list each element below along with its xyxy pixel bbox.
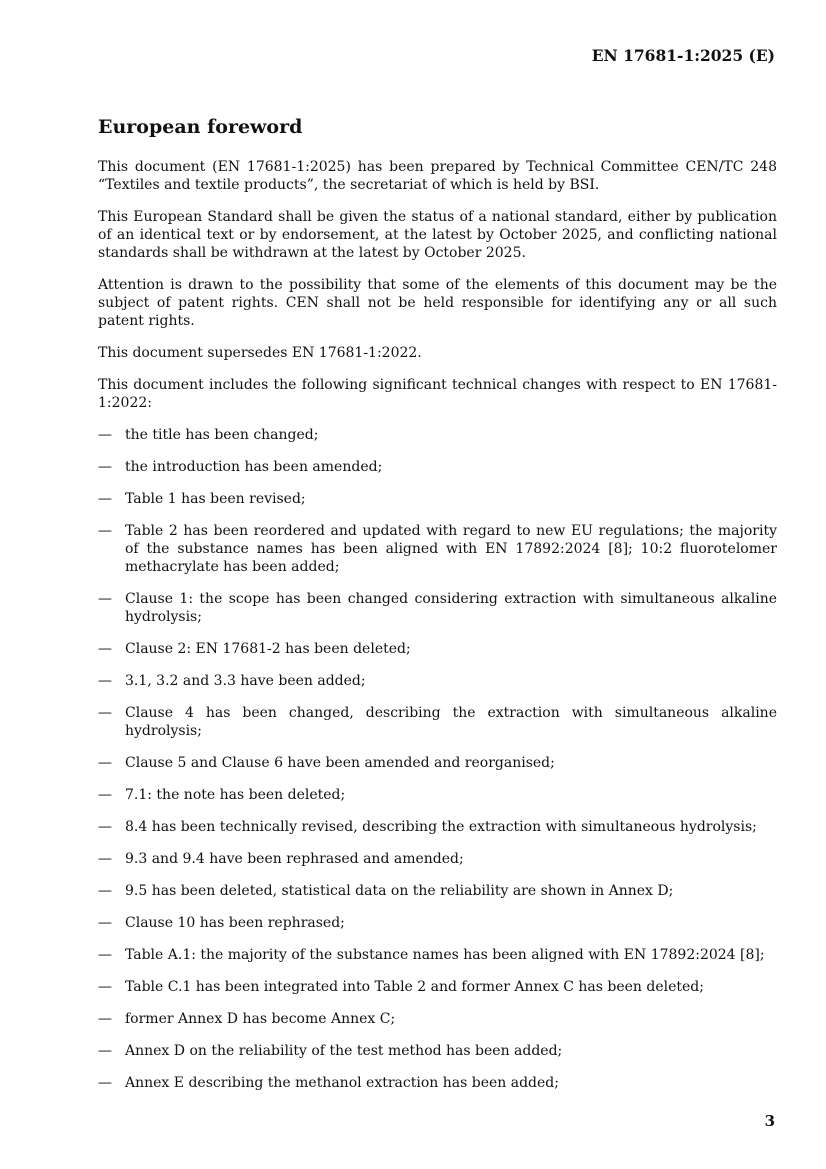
list-item [98, 426, 777, 444]
dash-bullet: — [98, 641, 112, 657]
dash-bullet: — [98, 491, 112, 507]
list-item [98, 754, 777, 772]
dash-bullet: — [98, 1043, 112, 1059]
list-item [98, 1010, 777, 1028]
list-item [98, 672, 777, 690]
list-item [98, 850, 777, 868]
dash-bullet: — [98, 819, 112, 835]
list-item-text: Table 2 has been reordered and updated with regard to new EU regulations; the majority of the substance names has been aligned with EN 17892:2024 [8]; 10:2 fluorotelomer methacrylate has been added; [125, 523, 777, 575]
dash-bullet: — [98, 1075, 112, 1091]
list-item-text: 9.5 has been deleted, statistical data on the reliability are shown in Annex D; [125, 883, 674, 899]
dash-bullet: — [98, 523, 112, 539]
paragraph-patent: Attention is drawn to the possibility that some of the elements of this document may be the subject of patent rights. CEN shall not be held responsible for identifying any or all such patent rights. [98, 277, 777, 329]
section-heading: European foreword [98, 116, 303, 138]
list-item [98, 458, 777, 476]
list-item [98, 818, 777, 836]
dash-bullet: — [98, 851, 112, 867]
list-item [98, 882, 777, 900]
paragraph-status: This European Standard shall be given the status of a national standard, either by publication of an identical text or by endorsement, at the latest by October 2025, and conflicting national standards shall be withdrawn at the latest by October 2025. [98, 209, 777, 261]
list-item [98, 640, 777, 658]
list-item-text: Table A.1: the majority of the substance names has been aligned with EN 17892:2024 [8]; [125, 947, 765, 963]
list-item [98, 978, 777, 996]
dash-bullet: — [98, 427, 112, 443]
list-item [98, 1074, 777, 1092]
list-item-text: Annex E describing the methanol extraction has been added; [125, 1075, 559, 1091]
list-item-text: Table C.1 has been integrated into Table 2 and former Annex C has been deleted; [125, 979, 704, 995]
list-item [98, 914, 777, 932]
dash-bullet: — [98, 979, 112, 995]
list-item-text: Clause 4 has been changed, describing the extraction with simultaneous alkaline hydrolysis; [125, 705, 777, 739]
list-item-text: Annex D on the reliability of the test method has been added; [125, 1043, 563, 1059]
list-item [98, 786, 777, 804]
list-item [98, 522, 777, 576]
list-item-text: 8.4 has been technically revised, describing the extraction with simultaneous hydrolysis; [125, 819, 757, 835]
list-item-text: Clause 10 has been rephrased; [125, 915, 345, 931]
list-item-text: Clause 5 and Clause 6 have been amended and reorganised; [125, 755, 555, 771]
list-item-text: the title has been changed; [125, 427, 319, 443]
dash-bullet: — [98, 459, 112, 475]
list-item [98, 704, 777, 740]
dash-bullet: — [98, 755, 112, 771]
paragraph-changes-intro: This document includes the following significant technical changes with respect to EN 17681-1:2022: [98, 377, 777, 411]
list-item-text: the introduction has been amended; [125, 459, 383, 475]
list-item [98, 590, 777, 626]
list-item-text: Clause 1: the scope has been changed considering extraction with simultaneous alkaline hydrolysis; [125, 591, 777, 625]
page-number: 3 [764, 1112, 775, 1130]
list-item-text: Clause 2: EN 17681-2 has been deleted; [125, 641, 411, 657]
list-item-text: Table 1 has been revised; [125, 491, 306, 507]
dash-bullet: — [98, 883, 112, 899]
foreword-body [98, 158, 777, 1106]
list-item [98, 946, 777, 964]
dash-bullet: — [98, 1011, 112, 1027]
list-item-text: former Annex D has become Annex C; [125, 1011, 396, 1027]
list-item-text: 3.1, 3.2 and 3.3 have been added; [125, 673, 366, 689]
paragraph-committee: This document (EN 17681-1:2025) has been prepared by Technical Committee CEN/TC 248 “Textiles and textile products”, the secretariat of which is held by BSI. [98, 159, 777, 193]
list-item-text: 7.1: the note has been deleted; [125, 787, 346, 803]
dash-bullet: — [98, 591, 112, 607]
dash-bullet: — [98, 787, 112, 803]
dash-bullet: — [98, 673, 112, 689]
list-item [98, 490, 777, 508]
document-identifier: EN 17681-1:2025 (E) [591, 46, 775, 65]
list-item-text: 9.3 and 9.4 have been rephrased and amended; [125, 851, 464, 867]
paragraph-supersedes: This document supersedes EN 17681-1:2022. [98, 345, 422, 361]
changes-list [98, 426, 777, 1092]
list-item [98, 1042, 777, 1060]
dash-bullet: — [98, 915, 112, 931]
dash-bullet: — [98, 705, 112, 721]
dash-bullet: — [98, 947, 112, 963]
